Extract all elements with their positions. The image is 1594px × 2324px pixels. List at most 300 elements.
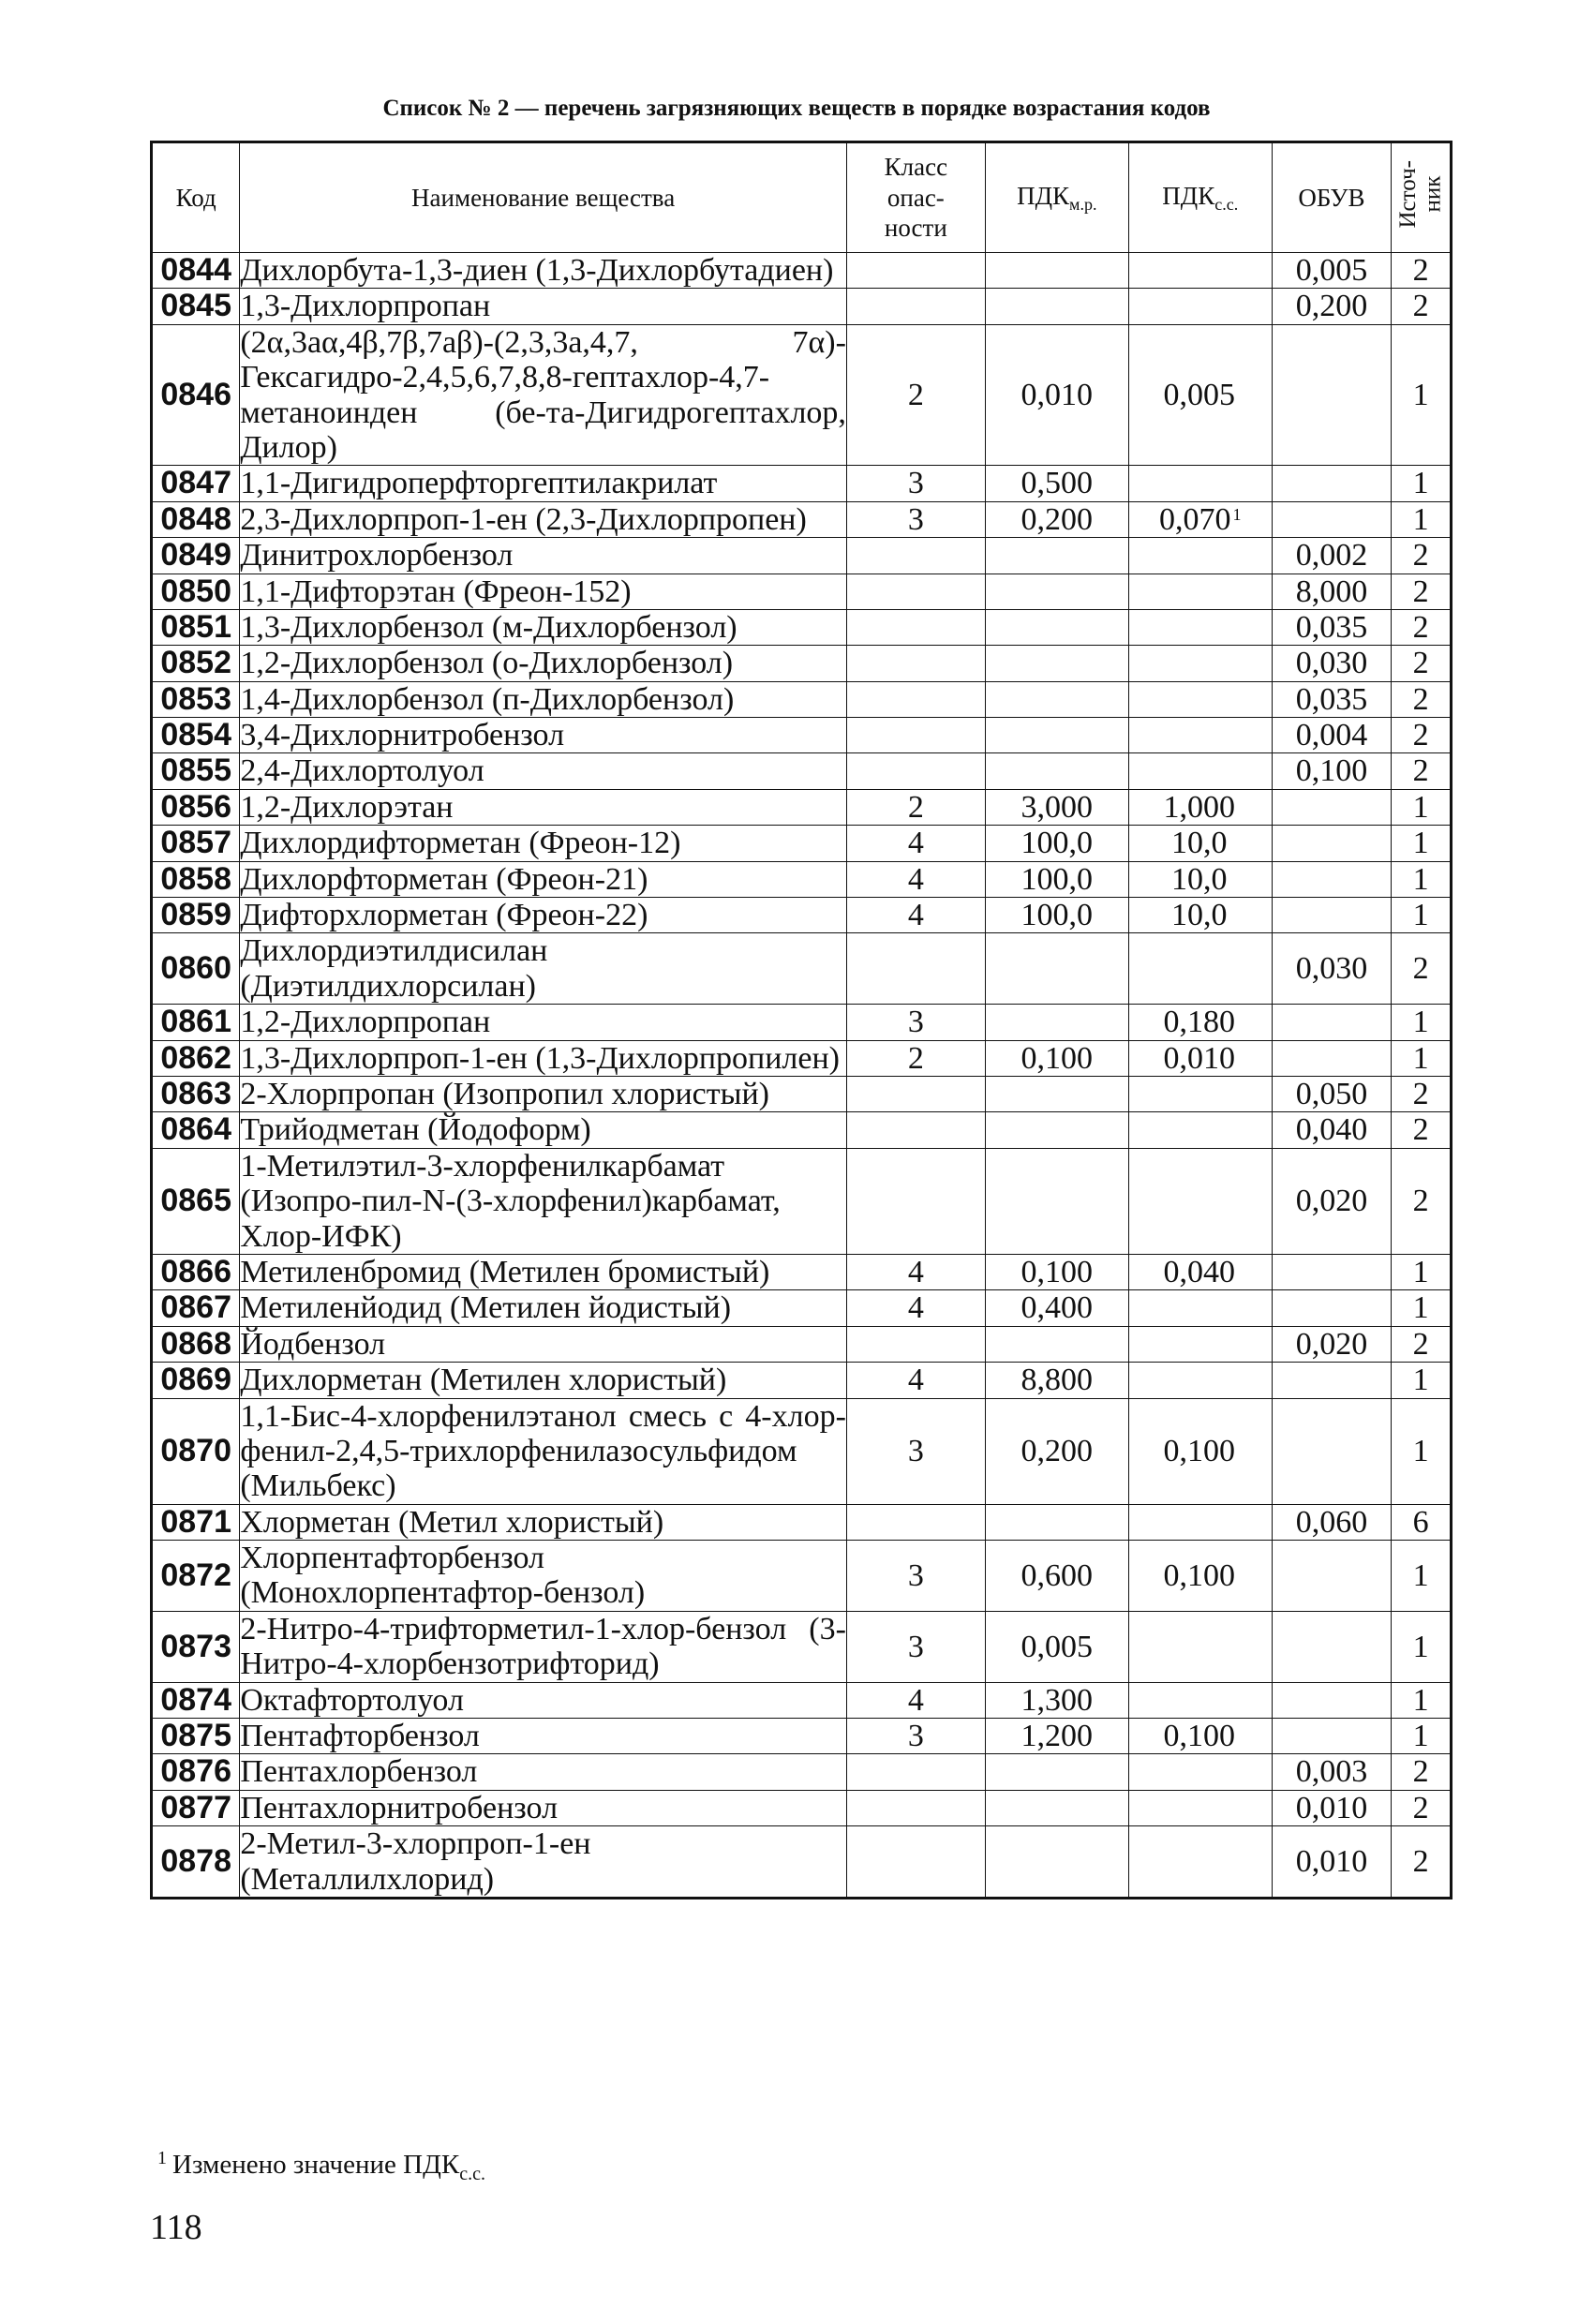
cell-name: Йодбензол [240,1326,847,1362]
cell-code: 0878 [152,1826,240,1899]
cell-pdk-mr: 8,800 [985,1363,1128,1398]
cell-name: Хлорметан (Метил хлористый) [240,1504,847,1540]
cell-pdk-ss [1128,1112,1272,1148]
cell-source: 2 [1392,253,1452,289]
cell-code: 0864 [152,1112,240,1148]
cell-pdk-ss [1128,1754,1272,1790]
cell-pdk-ss-value: 0,010 [1163,1040,1235,1076]
cell-pdk-ss [1128,753,1272,789]
cell-obuv: 0,030 [1272,933,1391,1005]
cell-code: 0867 [152,1290,240,1326]
cell-pdk-ss [1128,324,1272,466]
cell-pdk-mr [985,289,1128,324]
cell-pdk-mr [985,1076,1128,1111]
table-row [152,826,1452,861]
table-row [152,1541,1452,1612]
cell-pdk-ss-value: 0,180 [1163,1005,1235,1040]
cell-pdk-ss [1128,1398,1272,1504]
cell-pdk-ss [1128,1504,1272,1540]
cell-pdk-ss-footnote-mark: 1 [1232,504,1242,524]
cell-code: 0875 [152,1719,240,1754]
table-header-row [152,142,1452,253]
cell-class: 4 [846,1290,985,1326]
cell-pdk-ss [1128,1541,1272,1612]
header-class [846,142,985,253]
cell-code: 0848 [152,501,240,537]
cell-pdk-ss [1128,1040,1272,1076]
cell-source: 2 [1392,1326,1452,1362]
cell-pdk-mr: 0,400 [985,1290,1128,1326]
table-row [152,861,1452,897]
cell-code: 0871 [152,1504,240,1540]
cell-source: 2 [1392,1112,1452,1148]
cell-class: 3 [846,1719,985,1754]
cell-obuv: 0,050 [1272,1076,1391,1111]
cell-obuv: 0,003 [1272,1754,1391,1790]
cell-class [846,289,985,324]
table-row [152,1254,1452,1289]
cell-pdk-mr [985,933,1128,1005]
table-row [152,1363,1452,1398]
cell-code: 0857 [152,826,240,861]
cell-code: 0853 [152,681,240,717]
cell-code: 0856 [152,789,240,825]
cell-code: 0868 [152,1326,240,1362]
cell-class: 4 [846,1363,985,1398]
cell-class: 2 [846,324,985,466]
cell-code: 0859 [152,898,240,933]
table-row [152,466,1452,501]
table-row [152,718,1452,753]
footnote-mark: 1 [157,2148,167,2168]
list-title: Список № 2 — перечень загрязняющих веществ в порядке возрастания кодов [382,96,1211,121]
cell-obuv: 0,030 [1272,646,1391,681]
cell-pdk-mr: 100,0 [985,861,1128,897]
cell-name: Дихлорбута-1,3-диен (1,3-Дихлорбутадиен) [240,253,847,289]
cell-pdk-ss [1128,1682,1272,1718]
table-row [152,1611,1452,1682]
cell-pdk-mr: 3,000 [985,789,1128,825]
cell-source: 1 [1392,324,1452,466]
cell-obuv: 0,035 [1272,681,1391,717]
cell-pdk-ss [1128,1254,1272,1289]
header-class-line3: ности [884,214,947,243]
cell-source: 2 [1392,681,1452,717]
cell-obuv [1272,826,1391,861]
cell-code: 0874 [152,1682,240,1718]
cell-code: 0872 [152,1541,240,1612]
cell-name: Пентахлорнитробензол [240,1790,847,1825]
footnote [157,2148,485,2185]
cell-code: 0866 [152,1254,240,1289]
cell-obuv: 0,020 [1272,1148,1391,1254]
cell-pdk-mr [985,681,1128,717]
table-row [152,574,1452,609]
cell-code: 0869 [152,1363,240,1398]
cell-name: 1,2-Дихлорэтан [240,789,847,825]
cell-pdk-ss-value: 0,040 [1163,1254,1235,1289]
cell-pdk-mr [985,1148,1128,1254]
table-row [152,1826,1452,1899]
table-row [152,1504,1452,1540]
table-row [152,789,1452,825]
cell-class [846,933,985,1005]
cell-source: 1 [1392,1611,1452,1682]
cell-class: 4 [846,1682,985,1718]
cell-source: 1 [1392,466,1452,501]
cell-class [846,609,985,645]
cell-obuv: 0,002 [1272,538,1391,574]
table-row [152,501,1452,537]
cell-class [846,1754,985,1790]
cell-obuv [1272,501,1391,537]
cell-pdk-ss [1128,1790,1272,1825]
table-row [152,1790,1452,1825]
cell-class [846,1112,985,1148]
cell-name: 1,3-Дихлорпропан [240,289,847,324]
cell-pdk-ss-value: 0,100 [1163,1719,1235,1754]
substances-table [150,141,1452,1899]
cell-name: Пентахлорбензол [240,1754,847,1790]
cell-source: 2 [1392,1148,1452,1254]
cell-pdk-ss [1128,501,1272,537]
cell-class: 4 [846,898,985,933]
header-pdk-mr [985,142,1128,253]
table-row [152,1682,1452,1718]
cell-pdk-mr: 0,100 [985,1040,1128,1076]
cell-pdk-ss [1128,1363,1272,1398]
cell-pdk-ss [1128,574,1272,609]
cell-name: 1,2-Дихлорбензол (о-Дихлорбензол) [240,646,847,681]
cell-obuv [1272,1682,1391,1718]
cell-class: 3 [846,1005,985,1040]
cell-source: 2 [1392,289,1452,324]
cell-class: 4 [846,826,985,861]
cell-class: 3 [846,466,985,501]
table-row [152,253,1452,289]
cell-class: 3 [846,1611,985,1682]
cell-source: 2 [1392,1826,1452,1899]
cell-pdk-ss-value: 10,0 [1171,861,1228,897]
header-pdk-mr-sub: м.р. [1069,194,1097,214]
cell-code: 0854 [152,718,240,753]
cell-obuv [1272,1541,1391,1612]
cell-pdk-mr [985,753,1128,789]
cell-name: 1,1-Дигидроперфторгептилакрилат [240,466,847,501]
cell-code: 0851 [152,609,240,645]
cell-pdk-ss-value: 0,070 [1159,501,1231,537]
cell-source: 2 [1392,609,1452,645]
cell-name: 2-Нитро-4-трифторметил-1-хлор-бензол (3-Нитро-4-хлорбензотрифторид) [240,1611,846,1682]
header-name: Наименование вещества [240,142,847,253]
cell-class: 3 [846,1541,985,1612]
table-row [152,1326,1452,1362]
cell-obuv: 0,010 [1272,1826,1391,1899]
table-row [152,1148,1452,1254]
cell-source: 1 [1392,1398,1452,1504]
cell-pdk-mr: 0,600 [985,1541,1128,1612]
cell-name: Дихлордиэтилдисилан (Диэтилдихлорсилан) [240,933,847,1005]
cell-pdk-ss-value: 0,100 [1163,1433,1235,1468]
header-source-line2: ник [1420,175,1446,213]
table-row [152,898,1452,933]
header-pdk-ss-label: ПДК [1162,181,1215,210]
cell-obuv [1272,1611,1391,1682]
table-row [152,609,1452,645]
cell-obuv: 0,060 [1272,1504,1391,1540]
cell-obuv: 0,005 [1272,253,1391,289]
cell-pdk-ss [1128,466,1272,501]
cell-pdk-mr: 1,300 [985,1682,1128,1718]
footnote-sub: с.с. [459,2164,486,2184]
cell-pdk-mr: 0,200 [985,1398,1128,1504]
table-row [152,1040,1452,1076]
cell-pdk-ss [1128,289,1272,324]
cell-obuv [1272,1254,1391,1289]
cell-name: 1,1-Дифторэтан (Фреон-152) [240,574,847,609]
cell-code: 0847 [152,466,240,501]
cell-pdk-ss [1128,1611,1272,1682]
cell-pdk-ss [1128,861,1272,897]
header-pdk-mr-label: ПДК [1017,181,1070,210]
cell-class [846,1076,985,1111]
cell-source: 1 [1392,1254,1452,1289]
table-row [152,753,1452,789]
cell-name: Хлорпентафторбензол (Монохлорпентафтор-бензол) [240,1541,847,1612]
cell-pdk-mr: 0,200 [985,501,1128,537]
table-row [152,1398,1452,1504]
cell-source: 2 [1392,753,1452,789]
cell-obuv: 0,100 [1272,753,1391,789]
cell-name: Метиленбромид (Метилен бромистый) [240,1254,847,1289]
cell-obuv [1272,1005,1391,1040]
cell-obuv: 8,000 [1272,574,1391,609]
table-row [152,1005,1452,1040]
cell-class [846,681,985,717]
cell-pdk-ss [1128,1290,1272,1326]
cell-class [846,1826,985,1899]
cell-pdk-mr [985,1504,1128,1540]
table-row [152,538,1452,574]
cell-obuv [1272,1398,1391,1504]
cell-source: 1 [1392,826,1452,861]
cell-source: 2 [1392,1790,1452,1825]
cell-source: 2 [1392,1754,1452,1790]
cell-name: 1,3-Дихлорпроп-1-ен (1,3-Дихлорпропилен) [240,1040,847,1076]
cell-pdk-mr: 100,0 [985,898,1128,933]
cell-name: 2-Метил-3-хлорпроп-1-ен (Металлилхлорид) [240,1826,847,1899]
cell-source: 1 [1392,898,1452,933]
cell-class [846,1326,985,1362]
cell-pdk-mr [985,1826,1128,1899]
cell-class [846,753,985,789]
cell-class [846,646,985,681]
cell-pdk-ss-value: 10,0 [1171,826,1228,861]
cell-name: 2-Хлорпропан (Изопропил хлористый) [240,1076,847,1111]
cell-pdk-ss [1128,1148,1272,1254]
table-row [152,324,1452,466]
cell-pdk-ss [1128,718,1272,753]
cell-pdk-mr: 1,200 [985,1719,1128,1754]
cell-source: 1 [1392,861,1452,897]
cell-pdk-mr [985,1005,1128,1040]
cell-pdk-ss [1128,253,1272,289]
cell-pdk-mr [985,1790,1128,1825]
cell-obuv: 0,040 [1272,1112,1391,1148]
cell-pdk-ss-value: 10,0 [1171,898,1228,933]
cell-name: 1,3-Дихлорбензол (м-Дихлорбензол) [240,609,847,645]
table-row [152,1754,1452,1790]
header-pdk-ss-sub: с.с. [1214,194,1239,214]
cell-obuv: 0,004 [1272,718,1391,753]
table-row [152,681,1452,717]
cell-name: (2α,3aα,4β,7β,7aβ)-(2,3,3a,4,7, 7α)-Гексагидро-2,4,5,6,7,8,8-гептахлор-4,7-метаноинден (бе-та-Дигидрогептахлор, Дилор) [240,324,846,465]
cell-pdk-mr: 0,005 [985,1611,1128,1682]
cell-pdk-ss [1128,1326,1272,1362]
cell-source: 2 [1392,538,1452,574]
cell-pdk-ss [1128,933,1272,1005]
cell-class [846,1148,985,1254]
cell-obuv [1272,1363,1391,1398]
cell-source: 1 [1392,1682,1452,1718]
cell-obuv: 0,035 [1272,609,1391,645]
cell-obuv [1272,324,1391,466]
cell-pdk-mr [985,609,1128,645]
cell-pdk-ss [1128,1005,1272,1040]
cell-pdk-ss [1128,1719,1272,1754]
cell-source: 1 [1392,501,1452,537]
cell-code: 0877 [152,1790,240,1825]
cell-source: 2 [1392,646,1452,681]
header-source [1392,142,1452,253]
cell-pdk-mr [985,1754,1128,1790]
page-number: 118 [150,2208,202,2247]
cell-obuv [1272,1719,1391,1754]
header-class-line2: опас- [886,183,945,212]
cell-name: Октафтортолуол [240,1682,847,1718]
cell-obuv [1272,898,1391,933]
cell-obuv: 0,200 [1272,289,1391,324]
cell-name: Дифторхлорметан (Фреон-22) [240,898,847,933]
table-row [152,1112,1452,1148]
cell-source: 1 [1392,1005,1452,1040]
header-class-line1: Класс [884,153,948,182]
cell-class [846,1504,985,1540]
cell-code: 0844 [152,253,240,289]
cell-name: Трийодметан (Йодоформ) [240,1112,847,1148]
cell-source: 1 [1392,1040,1452,1076]
cell-obuv: 0,020 [1272,1326,1391,1362]
cell-source: 1 [1392,1541,1452,1612]
cell-class: 2 [846,1040,985,1076]
cell-pdk-mr: 100,0 [985,826,1128,861]
cell-source: 1 [1392,1719,1452,1754]
cell-obuv [1272,1040,1391,1076]
cell-code: 0861 [152,1005,240,1040]
cell-obuv: 0,010 [1272,1790,1391,1825]
header-pdk-ss [1128,142,1272,253]
cell-pdk-mr [985,574,1128,609]
cell-class [846,538,985,574]
cell-code: 0846 [152,324,240,466]
cell-pdk-ss [1128,538,1272,574]
cell-name: Метиленйодид (Метилен йодистый) [240,1290,847,1326]
cell-name: 2,4-Дихлортолуол [240,753,847,789]
cell-name: Динитрохлорбензол [240,538,847,574]
cell-name: Дихлордифторметан (Фреон-12) [240,826,847,861]
cell-pdk-mr [985,1112,1128,1148]
cell-class [846,718,985,753]
cell-class: 2 [846,789,985,825]
cell-pdk-mr [985,253,1128,289]
cell-pdk-mr: 0,100 [985,1254,1128,1289]
cell-pdk-mr: 0,010 [985,324,1128,466]
cell-source: 1 [1392,1290,1452,1326]
cell-obuv [1272,789,1391,825]
cell-obuv [1272,1290,1391,1326]
cell-name: 2,3-Дихлорпроп-1-ен (2,3-Дихлорпропен) [240,501,847,537]
cell-code: 0876 [152,1754,240,1790]
header-source-vertical [1396,160,1446,229]
cell-source: 2 [1392,1076,1452,1111]
cell-pdk-mr [985,538,1128,574]
table-row [152,1290,1452,1326]
cell-name: Пентафторбензол [240,1719,847,1754]
cell-code: 0865 [152,1148,240,1254]
cell-pdk-ss [1128,1826,1272,1899]
header-source-line1: Источ- [1394,160,1421,229]
cell-class: 4 [846,1254,985,1289]
cell-class: 3 [846,1398,985,1504]
cell-pdk-ss-value: 1,000 [1163,789,1235,825]
cell-code: 0860 [152,933,240,1005]
cell-pdk-ss [1128,681,1272,717]
cell-name: 3,4-Дихлорнитробензол [240,718,847,753]
header-code: Код [152,142,240,253]
cell-pdk-ss [1128,609,1272,645]
table-row [152,289,1452,324]
cell-source: 1 [1392,1363,1452,1398]
cell-class [846,1790,985,1825]
cell-pdk-ss [1128,789,1272,825]
cell-code: 0873 [152,1611,240,1682]
table-row [152,646,1452,681]
cell-name: 1,4-Дихлорбензол (п-Дихлорбензол) [240,681,847,717]
cell-pdk-mr [985,718,1128,753]
cell-name: Дихлорметан (Метилен хлористый) [240,1363,847,1398]
cell-pdk-mr [985,1326,1128,1362]
cell-class [846,574,985,609]
table-row [152,1076,1452,1111]
cell-pdk-ss [1128,826,1272,861]
table-row [152,933,1452,1005]
cell-name: 1,1-Бис-4-хлорфенилэтанол смесь с 4-хлор-фенил-2,4,5-трихлорфенилазосульфидом (Мильбекс) [240,1398,846,1504]
cell-source: 2 [1392,718,1452,753]
cell-code: 0850 [152,574,240,609]
footnote-text: Изменено значение ПДК [172,2150,460,2180]
cell-code: 0858 [152,861,240,897]
cell-class: 4 [846,861,985,897]
cell-code: 0862 [152,1040,240,1076]
cell-name: Дихлорфторметан (Фреон-21) [240,861,847,897]
cell-code: 0855 [152,753,240,789]
cell-pdk-ss-value: 0,005 [1163,377,1235,412]
cell-pdk-ss [1128,1076,1272,1111]
cell-source: 6 [1392,1504,1452,1540]
table-body [152,253,1452,1899]
cell-code: 0852 [152,646,240,681]
cell-source: 2 [1392,933,1452,1005]
